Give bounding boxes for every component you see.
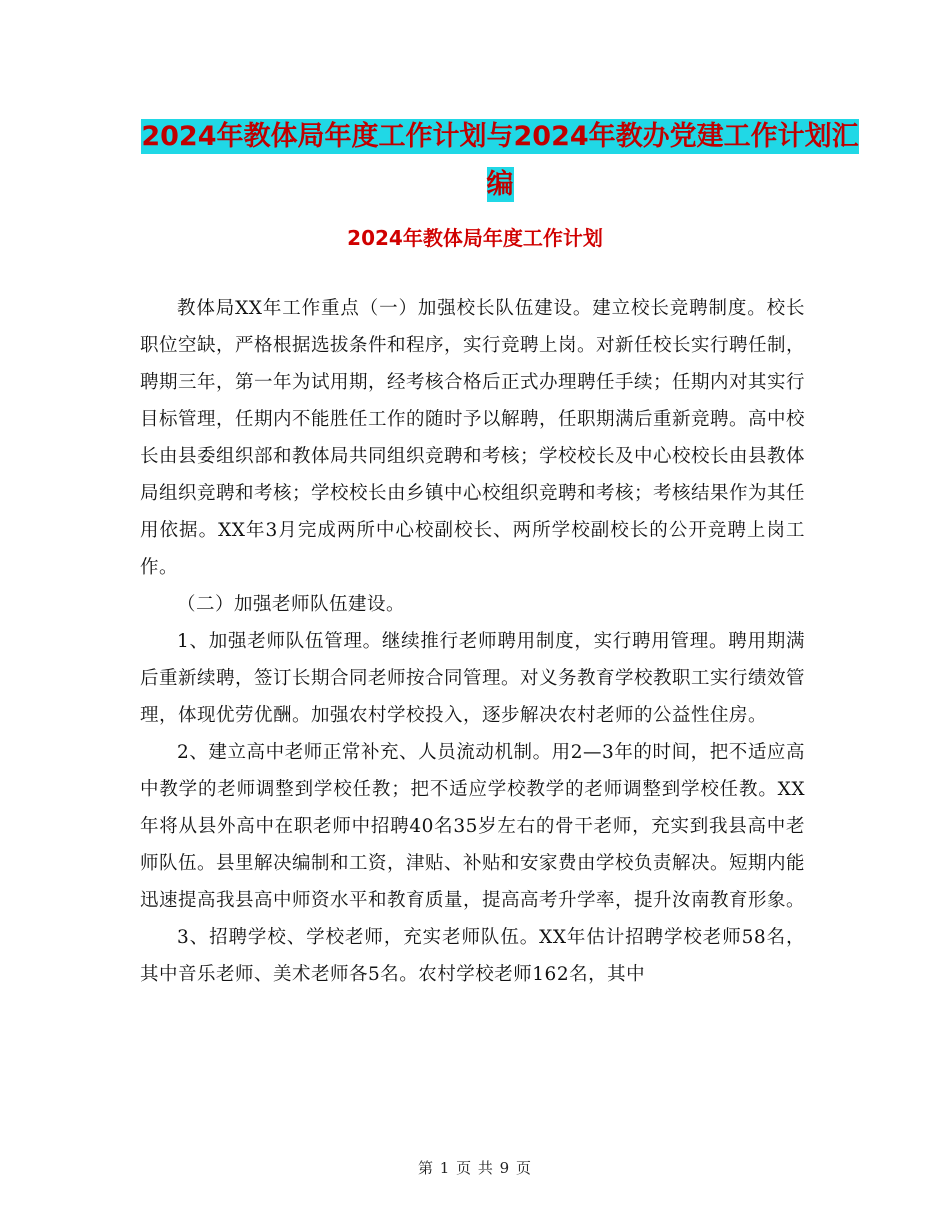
paragraph-5: 3、招聘学校、学校老师，充实老师队伍。XX年估计招聘学校老师58名，其中音乐老师、美术老师各5名。农村学校老师162名，其中 xyxy=(140,927,805,985)
page-footer: 第 1 页 共 9 页 xyxy=(418,1159,532,1177)
paragraph-4: 2、建立高中老师正常补充、人员流动机制。用2—3年的时间，把不适应高中教学的老师调整到学校任教；把不适应学校教学的老师调整到学校任教。XX年将从县外高中在职老师中招聘40名35岁左右的骨干老师，充实到我县高中老师队伍。县里解决编制和工资，津贴、补贴和安家费由学校负责解决。短期内能迅速提高我县高中师资水平和教育质量，提高高考升学率，提升汝南教育形象。 xyxy=(140,742,806,911)
paragraph-1: 教体局XX年工作重点（一）加强校长队伍建设。建立校长竞聘制度。校长职位空缺，严格根据选拔条件和程序，实行竞聘上岗。对新任校长实行聘任制，聘期三年，第一年为试用期，经考核合格后正式办理聘任手续；任期内对其实行目标管理，任期内不能胜任工作的随时予以解聘，任职期满后重新竞聘。高中校长由县委组织部和教体局共同组织竞聘和考核；学校校长及中心校校长由县教体局组织竞聘和考核；学校校长由乡镇中心校组织竞聘和考核；考核结果作为其任用依据。XX年3月完成两所中心校副校长、两所学校副校长的公开竞聘上岗工作。 xyxy=(140,298,806,578)
document-title-text: 2024年教体局年度工作计划与2024年教办党建工作计划汇编 xyxy=(141,121,859,200)
paragraph-2: （二）加强老师队伍建设。 xyxy=(177,594,406,615)
section-title: 2024年教体局年度工作计划 xyxy=(347,226,603,250)
paragraph-3: 1、加强老师队伍管理。继续推行老师聘用制度，实行聘用管理。聘用期满后重新续聘，签订长期合同老师按合同管理。对义务教育学校教职工实行绩效管理，体现优劳优酬。加强农村学校投入，逐步解决农村老师的公益性住房。 xyxy=(140,631,806,726)
document-title xyxy=(140,113,860,209)
document-body xyxy=(140,290,805,993)
